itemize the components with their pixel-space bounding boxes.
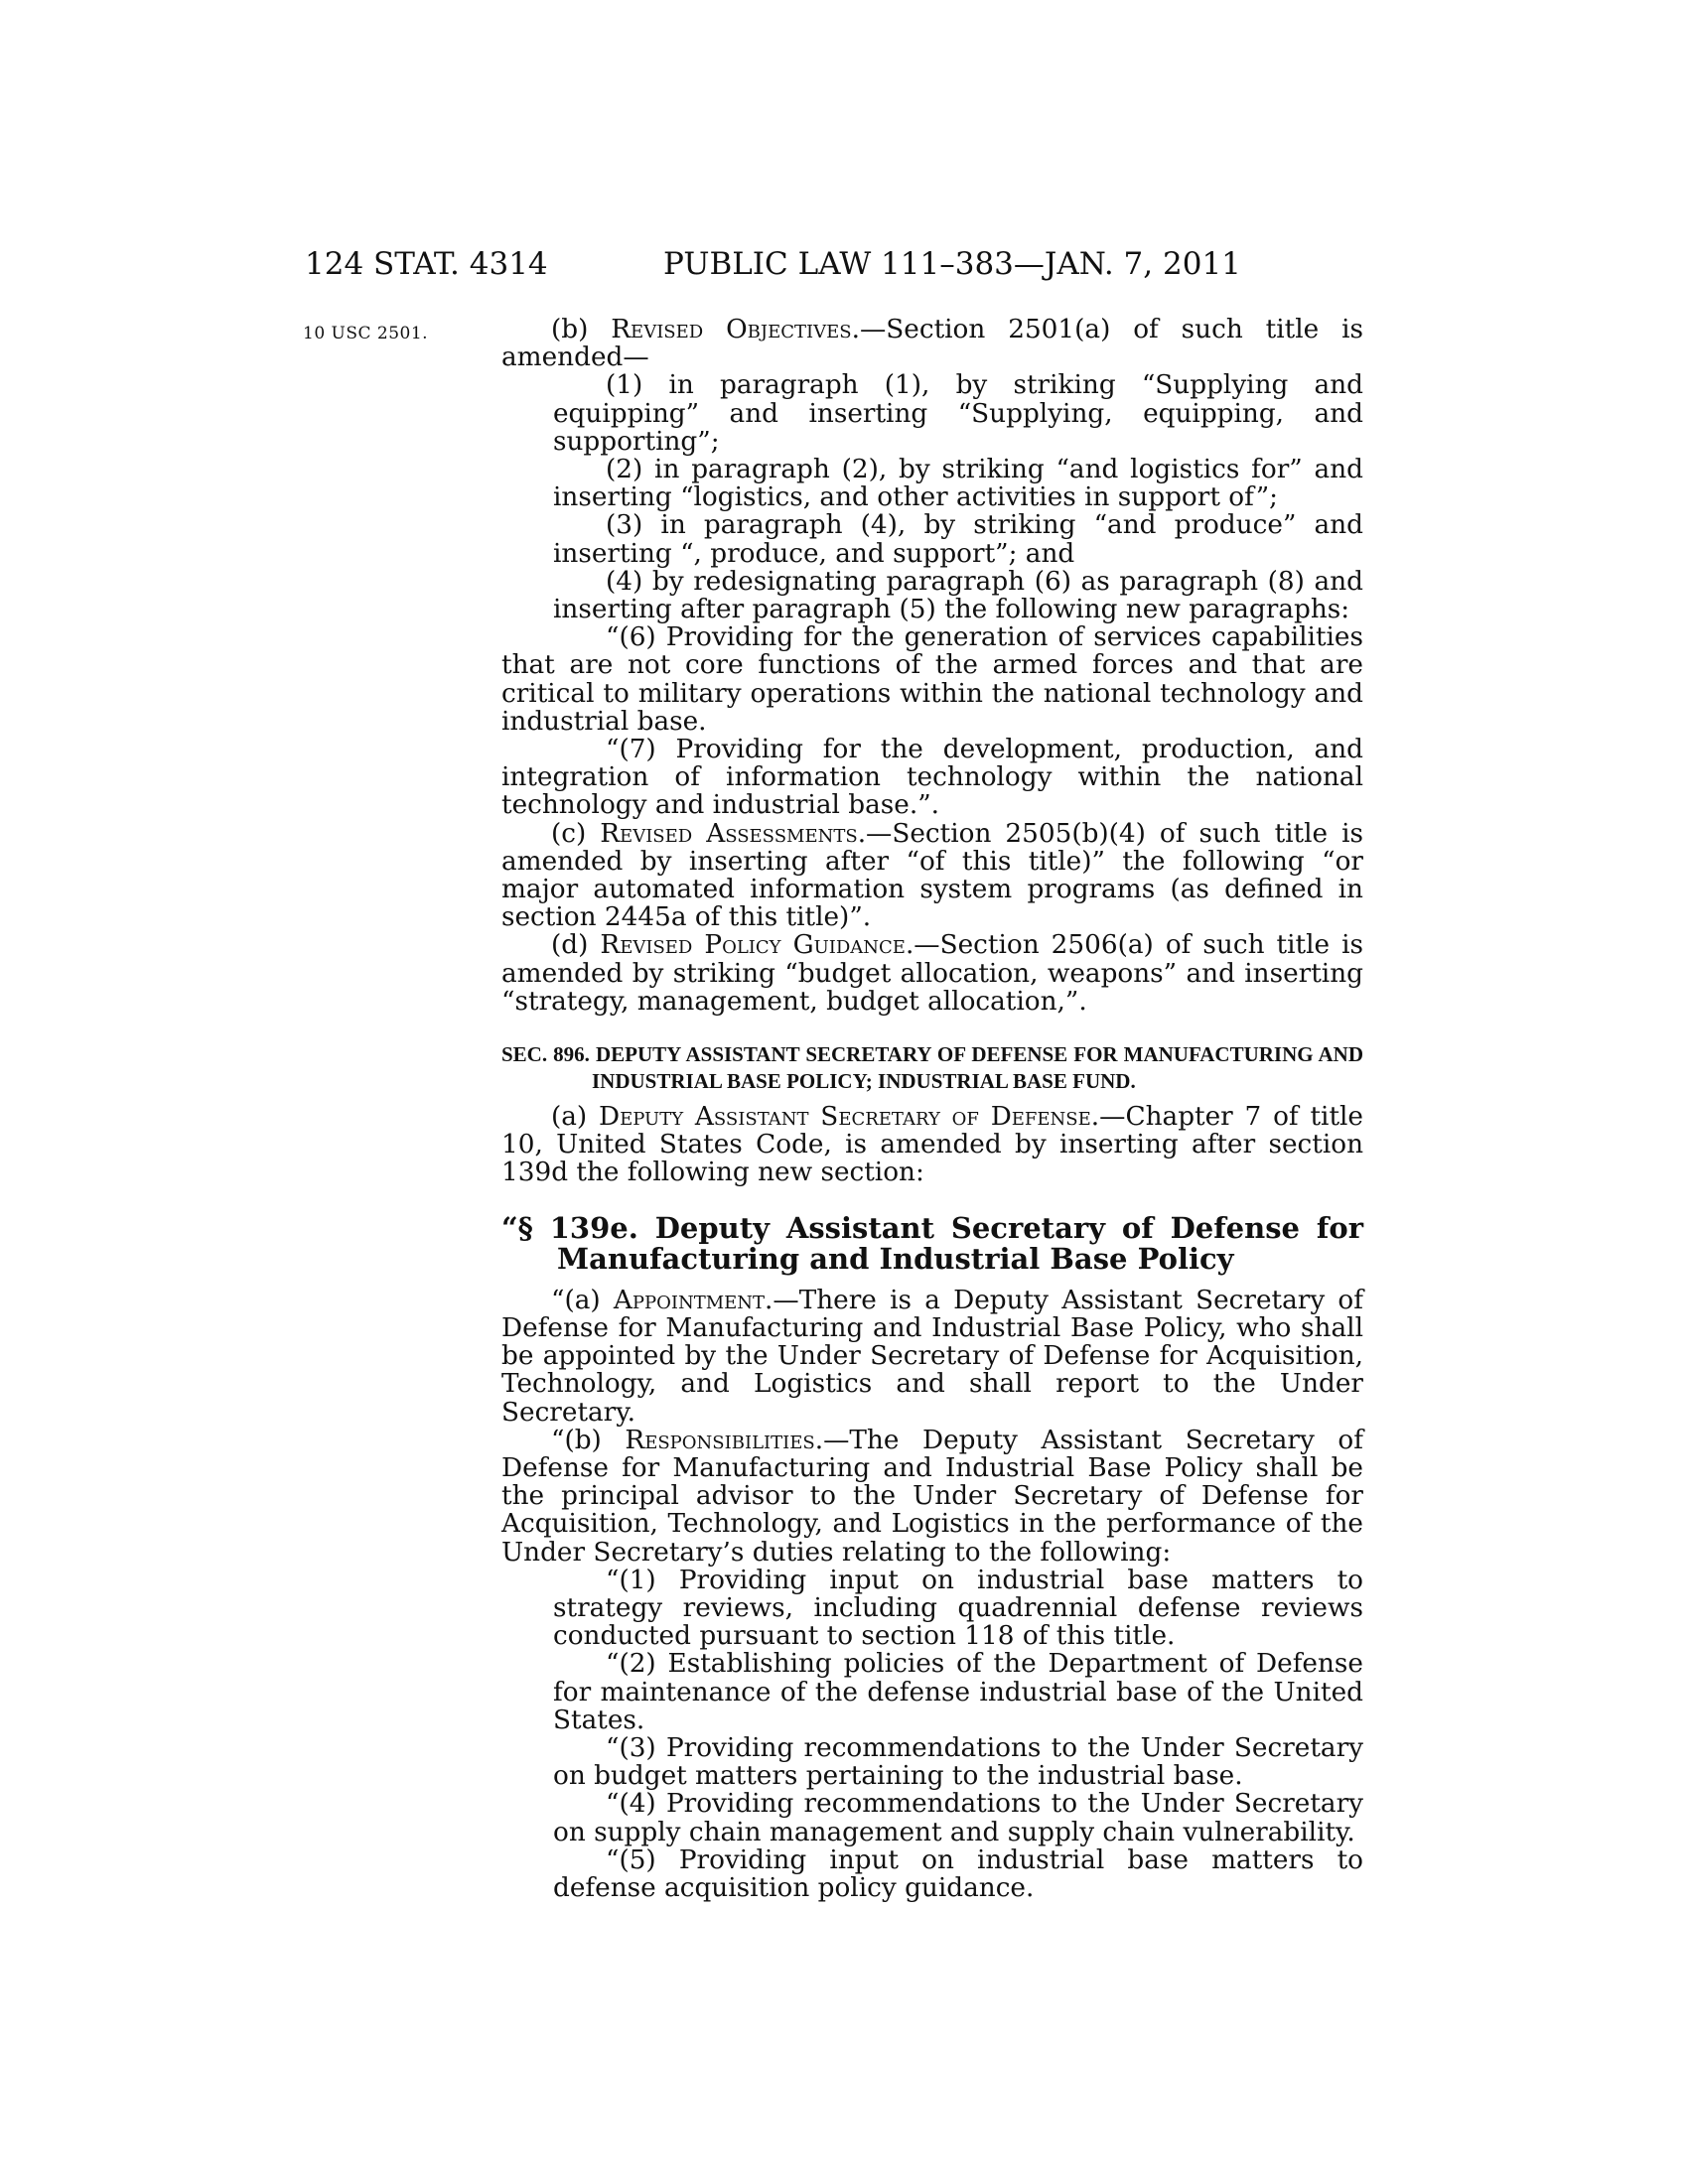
quoted-paragraph-4: “(4) Providing recommendations to the Under Secretary on supply chain management and supply chain vulnerability. <box>553 1789 1363 1847</box>
statute-page-number: 124 STAT. 4314 <box>305 246 548 282</box>
subsection-label: (d) <box>551 930 601 961</box>
subsection-text: .—Section 2501(a) of such title is amended— <box>501 315 1363 373</box>
subsection-label: (b) <box>551 315 612 344</box>
quoted-paragraph-2: “(2) Establishing policies of the Department of Defense for maintenance of the defense industrial base of the United States. <box>553 1649 1363 1735</box>
paragraph-b2: (2) in paragraph (2), by striking “and logistics for” and inserting “logistics, and other activities in support of”; <box>553 455 1363 513</box>
subsection-label: “(a) <box>551 1285 614 1315</box>
section-896-heading: SEC. 896. DEPUTY ASSISTANT SECRETARY OF DEFENSE FOR MANUFACTURING AND INDUSTRIAL BASE POLICY; INDUSTRIAL BASE FUND. <box>501 1042 1363 1094</box>
quoted-paragraph-1: “(1) Providing input on industrial base matters to strategy reviews, including quadrennial defense reviews conducted pursuant to section 118 of this title. <box>553 1565 1363 1652</box>
subsection-label: (c) <box>551 818 601 849</box>
subsection-text: .—The Deputy Assistant Secretary of Defense for Manufacturing and Industrial Base Policy shall be the principal advisor to the Under Secretary of Defense for Acquisition, Technology, and Logistics in the performance of the Under Secretary’s duties relating to the following: <box>501 1425 1363 1568</box>
quoted-paragraph-3: “(3) Providing recommendations to the Under Secretary on budget matters pertaining to the industrial base. <box>553 1732 1363 1792</box>
quoted-paragraph-5: “(5) Providing input on industrial base matters to defense acquisition policy guidance. <box>553 1844 1363 1903</box>
subsection-heading: Deputy Assistant Secretary of Defense <box>599 1102 1091 1133</box>
paragraph-b4: (4) by redesignating paragraph (6) as paragraph (8) and inserting after paragraph (5) the following new paragraphs: <box>553 566 1363 625</box>
quoted-subsection-b <box>501 1427 1363 1567</box>
subsection-text: .—There is a Deputy Assistant Secretary of Defense for Manufacturing and Industrial Base Policy, who shall be appointed by the Under Secretary of Defense for Acquisition, Technology, and Logistics and shall report to the Under Secretary. <box>501 1285 1363 1428</box>
paragraph-b3: (3) in paragraph (4), by striking “and produce” and inserting “, produce, and support”; and <box>553 510 1363 569</box>
subsection-d <box>501 931 1363 1016</box>
inserted-paragraph-7: “(7) Providing for the development, production, and integration of information technology within the national technology and industrial base.”. <box>501 735 1363 821</box>
document-body <box>501 316 1363 1902</box>
subsection-heading: Revised Objectives <box>611 315 852 344</box>
subsection-a <box>501 1103 1363 1187</box>
subsection-c <box>501 820 1363 932</box>
paragraph-b1: (1) in paragraph (1), by striking “Supplying and equipping” and inserting “Supplying, equipping, and supporting”; <box>553 370 1363 457</box>
section-139e-heading: “§ 139e. Deputy Assistant Secretary of Defense for Manufacturing and Industrial Base Policy <box>501 1210 1363 1276</box>
running-header: PUBLIC LAW 111–383—JAN. 7, 2011 <box>663 246 1241 282</box>
subsection-heading: Revised Assessments <box>600 818 858 849</box>
inserted-paragraph-6: “(6) Providing for the generation of services capabilities that are not core functions of the armed forces and that are critical to military operations within the national technology and industrial base. <box>501 622 1363 737</box>
subsection-heading: Revised Policy Guidance <box>600 930 906 961</box>
subsection-b <box>501 316 1363 371</box>
subsection-text: .—Section 2506(a) of such title is amended by striking “budget allocation, weapons” and inserting “strategy, management, budget allocation,”. <box>501 930 1364 1017</box>
subsection-text: .—Section 2505(b)(4) of such title is amended by inserting after “of this title)” the following “or major automated information system programs (as defined in section 2445a of this title)”. <box>501 818 1363 933</box>
subsection-label: “(b) <box>551 1425 626 1455</box>
subsection-text: .—Chapter 7 of title 10, United States Code, is amended by inserting after section 139d the following new section: <box>501 1102 1363 1188</box>
subsection-heading: Responsibilities <box>625 1425 815 1455</box>
margin-citation: 10 USC 2501. <box>303 324 429 343</box>
subsection-heading: Appointment <box>613 1285 766 1315</box>
subsection-label: (a) <box>551 1102 600 1133</box>
quoted-subsection-a <box>501 1287 1363 1427</box>
